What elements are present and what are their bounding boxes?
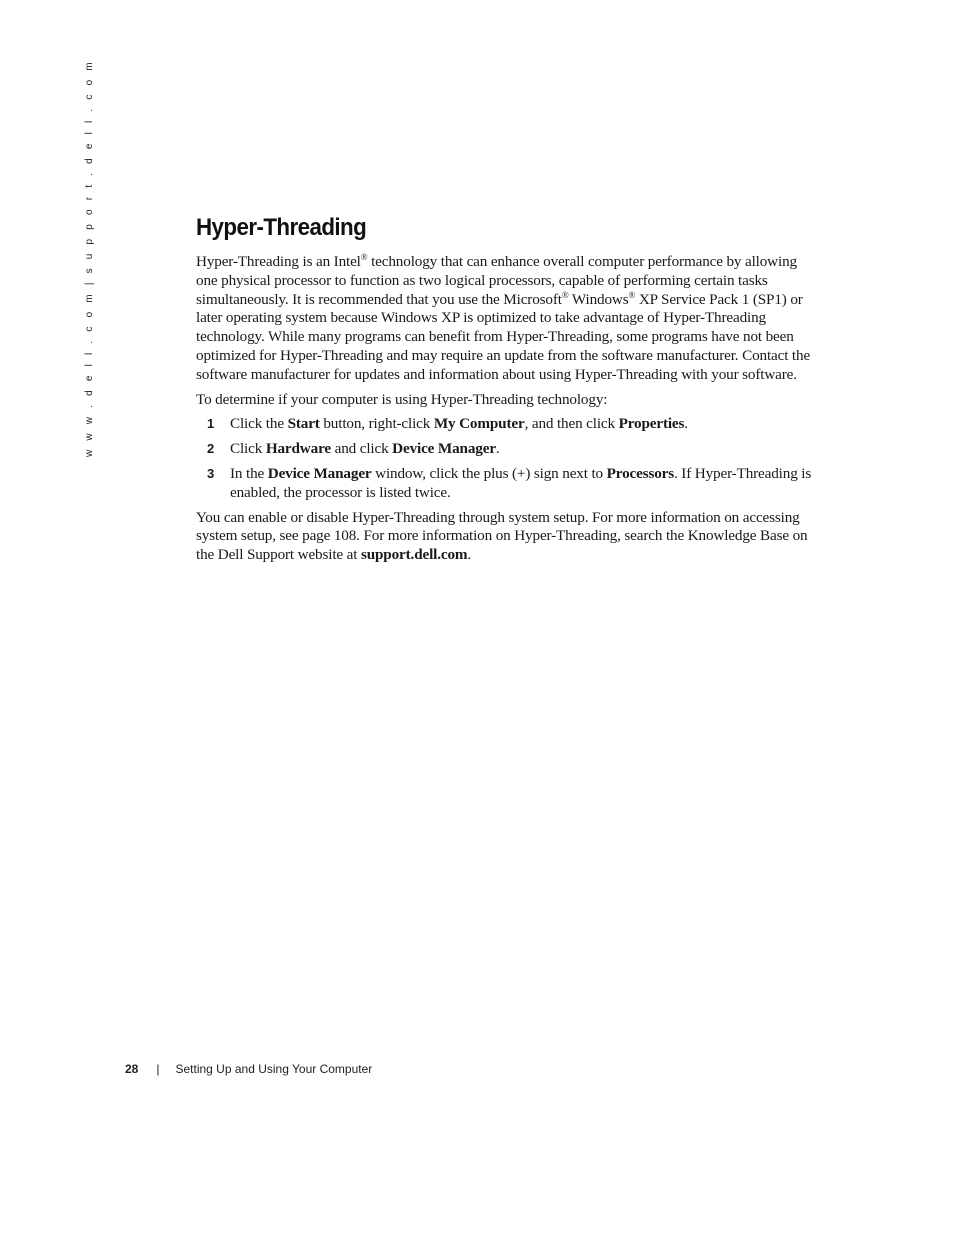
- page-number: 28: [125, 1062, 139, 1076]
- side-url-text: w w w . d e l l . c o m | s u p p o r t . d e l l . c o m: [84, 59, 95, 457]
- chapter-title: Setting Up and Using Your Computer: [175, 1062, 373, 1076]
- ui-term-properties: Properties: [618, 415, 685, 433]
- ui-term-my-computer: My Computer: [433, 415, 525, 433]
- closing-paragraph: You can enable or disable Hyper-Threading through system setup. For more information on accessing system setup, see page 108. For more information on Hyper-Threading, search the Knowledge Base on the Dell Support website at support.dell.com.: [196, 508, 808, 564]
- step-number: 2: [207, 441, 215, 457]
- page-footer: [125, 1062, 372, 1076]
- registered-mark: ®: [360, 252, 368, 262]
- step-number: 1: [207, 416, 215, 432]
- steps-list: [196, 415, 812, 502]
- footer-separator: |: [156, 1062, 160, 1076]
- ui-term-hardware: Hardware: [265, 440, 331, 458]
- ui-term-start: Start: [287, 415, 320, 433]
- step-1: 1 Click the Start button, right-click My Computer, and then click Properties.: [207, 415, 688, 433]
- determine-paragraph: To determine if your computer is using Hyper-Threading technology:: [196, 390, 608, 408]
- support-link[interactable]: support.dell.com: [360, 546, 468, 564]
- step-3: 3 In the Device Manager window, click the plus (+) sign next to Processors. If Hyper-Threading is enabled, the processor is listed twice.: [207, 464, 812, 501]
- ui-term-device-manager: Device Manager: [267, 464, 372, 482]
- step-2: 2 Click Hardware and click Device Manager.: [207, 440, 500, 458]
- ui-term-processors: Processors: [606, 464, 675, 482]
- step-number: 3: [207, 465, 215, 481]
- section-heading: Hyper-Threading: [196, 214, 367, 241]
- registered-mark: ®: [628, 289, 636, 300]
- registered-mark: ®: [561, 289, 569, 300]
- intro-paragraph: Hyper-Threading is an Intel® technology that can enhance overall computer performance by allowing one physical processor to function as two logical processors, capable of performing certain tasks simultaneously. It is recommended that you use the Microsoft® Windows® XP Service Pack 1 (SP1) or later operating system because Windows XP is optimized to take advantage of Hyper-Threading technology. While many programs can benefit from Hyper-Threading, some programs have not been optimized for Hyper-Threading and may require an update from the software manufacturer. Contact the software manufacturer for updates and information about using Hyper-Threading with your software.: [196, 252, 811, 383]
- ui-term-device-manager: Device Manager: [392, 440, 496, 458]
- page-content: [196, 214, 812, 571]
